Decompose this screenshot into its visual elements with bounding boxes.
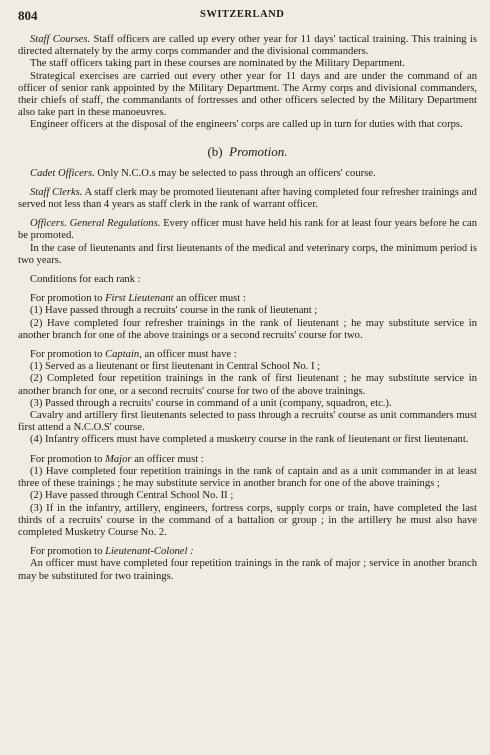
paragraph: The staff officers taking part in these courses are nominated by the Military Department. [30, 58, 405, 70]
paragraph-staff-clerks: Staff Clerks. A staff clerk may be promoted lieutenant after having completed four refresher trainings and served not less than 4 years as staff clerk in the rank of warrant officer. [18, 186, 477, 211]
rank-lieutenant-colonel: Lieutenant-Colonel : [105, 546, 194, 558]
paragraph: Strategical exercises are carried out every other year for 11 days and are under the command of an officer of senior rank appointed by the Military Department. The Army corps and divisional commanders, their chiefs of staff, the commandants of fortresses and other officers selected by the Military Department also take part in these manoeuvres. [18, 70, 477, 119]
promotion-first-lieutenant: For promotion to First Lieutenant an officer must : [30, 293, 246, 305]
paragraph: Conditions for each rank : [30, 274, 141, 286]
list-item: (2) Completed four repetition trainings in the rank of first lieutenant ; he may substitute service in another branch for one, or a second recruits' course for two of the above trainings. [18, 373, 477, 397]
paragraph: An officer must have completed four repetition trainings in the rank of major ; service in another branch may be substituted for two trainings. [18, 558, 477, 582]
list-item: (2) Have passed through Central School No. II ; [30, 490, 234, 502]
rank-first-lieutenant: First Lieutenant [105, 293, 174, 305]
paragraph-cadet-officers: Cadet Officers. Only N.C.O.s may be selected to pass through an officers' course. [30, 167, 376, 179]
list-item: (1) Have completed four repetition trainings in the rank of captain and as a unit commander in at least three of these trainings ; he may substitute service in another branch for one of the above trainings ; [18, 465, 477, 490]
heading-officers: Officers. [30, 218, 67, 230]
heading-staff-clerks: Staff Clerks. [30, 186, 83, 198]
running-header: SWITZERLAND [200, 9, 285, 20]
list-item: (1) Served as a lieutenant or first lieutenant in Central School No. I ; [30, 361, 321, 373]
heading-staff-courses: Staff Courses. [30, 34, 91, 45]
paragraph: Cavalry and artillery first lieutenants selected to pass through a recruits' course as unit commanders must first attend a N.C.O.S' course. [18, 410, 477, 434]
rank-captain: Captain, [105, 349, 142, 361]
list-item: (3) Passed through a recruits' course in command of a unit (company, squadron, etc.). [30, 397, 392, 409]
paragraph-officers: Officers. General Regulations. Every officer must have held his rank for at least four years before he can be promoted. [18, 218, 477, 242]
page-number: 804 [18, 8, 38, 23]
paragraph: In the case of lieutenants and first lieutenants of the medical and veterinary corps, the minimum period is two years. [18, 242, 477, 266]
rank-major: Major [105, 453, 132, 465]
promotion-major: For promotion to Major an officer must : [30, 453, 204, 465]
list-item: (3) If in the infantry, artillery, engineers, fortress corps, supply corps or train, have completed the last thirds of a recruits' course in the command of a battalion or group ; in the artillery he must also have completed Musketry Course No. 2. [18, 502, 477, 538]
paragraph: Engineer officers at the disposal of the engineers' corps are called up in turn for duties with that corps. [30, 119, 463, 131]
section-heading: (b) Promotion. [207, 143, 288, 159]
heading-cadet-officers: Cadet Officers. [30, 167, 95, 179]
list-item: (4) Infantry officers must have completed a musketry course in the rank of lieutenant or first lieutenant. [30, 434, 469, 446]
promotion-captain: For promotion to Captain, an officer must have : [30, 349, 237, 361]
promotion-lieutenant-colonel: For promotion to Lieutenant-Colonel : [30, 546, 194, 558]
list-item: (2) Have completed four refresher trainings in the rank of lieutenant ; he may substitute service in another branch for one of the above trainings or a second recruits' course for two. [18, 317, 477, 341]
list-item: (1) Have passed through a recruits' course in the rank of lieutenant ; [30, 305, 318, 317]
paragraph-staff-courses: Staff Courses. Staff officers are called up every other year for 11 days' tactical training. This training is directed alternately by the army corps commander and the divisional commanders. [18, 34, 477, 58]
heading-general-regulations: General Regulations. [69, 218, 161, 230]
page-body [18, 34, 477, 583]
